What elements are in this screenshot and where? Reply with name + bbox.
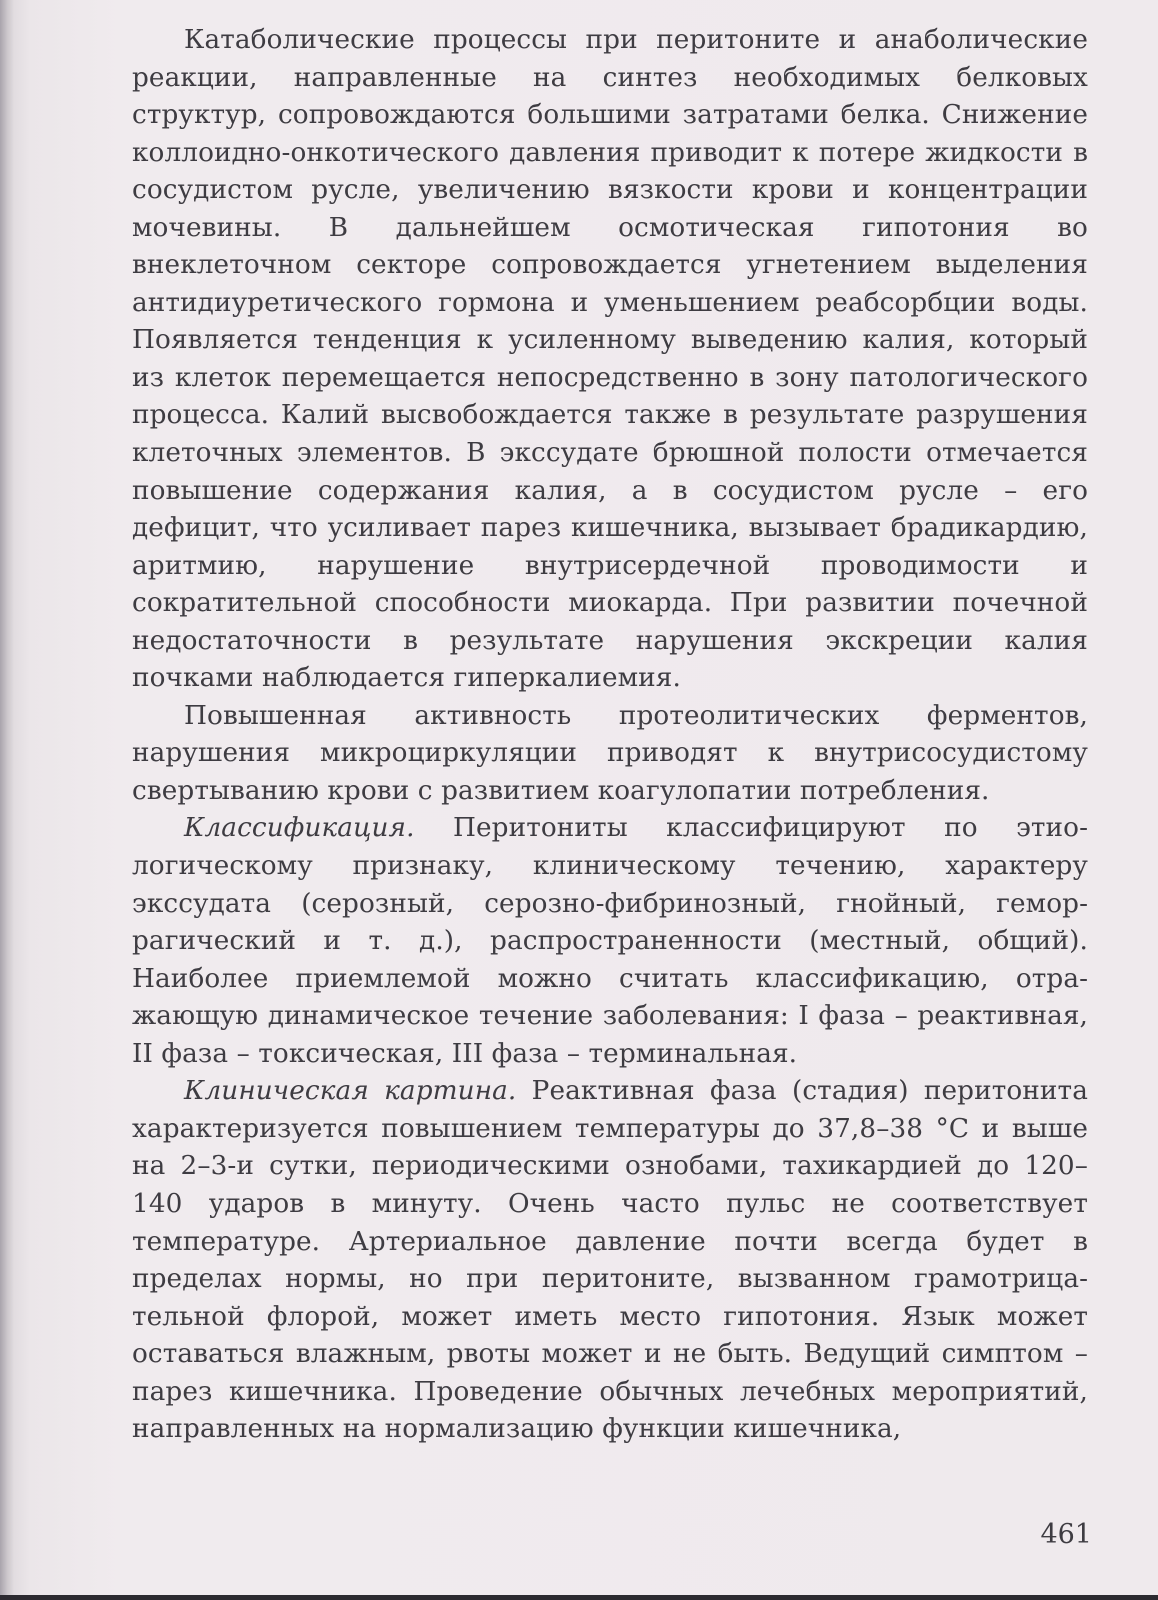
scan-bottom-edge: [0, 1595, 1158, 1600]
paragraph-lead-classification: Классификация.: [184, 813, 415, 844]
page-number: 461: [1040, 1519, 1092, 1550]
paragraph-lead-clinical-picture: Клиническая картина.: [184, 1076, 517, 1107]
paragraph-classification: [132, 810, 1088, 1073]
paragraph-text: Перитониты классифицируют по этиологическому признаку, клиническому течению, характеру экссудата (серозный, серозно-фибринозный, гнойный, геморрагический и т. д.), распространенности (местный, общий). Наиболее приемлемой можно считать классификацию, отражающую динамическое течение заболевания: I фаза – реактивная, II фаза – токсическая, III фаза – терминальная.: [132, 813, 1088, 1069]
paragraph-text: Реактивная фаза (стадия) перитонита характеризуется повышением температуры до 37,8–38 °С и выше на 2–3-и сутки, периодическими ознобами, тахикардией до 120–140 ударов в минуту. Очень часто пульс не соответствует температуре. Артериальное давление почти всегда будет в пределах нормы, но при перитоните, вызванном грамотрицательной флорой, может иметь место гипотония. Язык может оставаться влажным, рвоты может и не быть. Ведущий симптом – парез кишечника. Проведение обычных лечебных мероприятий, направленных на нормализацию функции кишечника,: [132, 1076, 1088, 1445]
body-text: [132, 22, 1088, 1449]
paragraph-proteolysis: [132, 698, 1088, 811]
paragraph-text: Катаболические процессы при перитоните и анаболические реакции, направленные на синтез необходимых белковых структур, сопровождаются большими затратами белка. Снижение коллоидно-онкотического давления приводит к потере жидкости в сосудистом русле, увеличению вязкости крови и концентрации мочевины. В дальнейшем осмотическая гипотония во внеклеточном секторе сопровождается угнетением выделения антидиуретического гормона и уменьшением реабсорбции воды. Появляется тенденция к усиленному выведению калия, который из клеток перемещается непосредственно в зону патологического процесса. Калий высвобождается также в результате разрушения клеточных элементов. В экссудате брюшной полости отмечается повышение содержания калия, а в сосудистом русле – его дефицит, что усиливает парез кишечника, вызывает брадикардию, аритмию, нарушение внутрисердечной проводимости и сократительной способности миокарда. При развитии почечной недостаточности в результате нарушения экскреции калия почками наблюдается гиперкалиемия.: [132, 25, 1088, 694]
paragraph-text: Повышенная активность протеолитических ферментов, нарушения микроциркуляции приводят к внутрисосудистому свертыванию крови с развитием коагулопатии потребления.: [132, 700, 1088, 806]
spine-shadow: [0, 0, 14, 1600]
paragraph-clinical-picture: [132, 1073, 1088, 1448]
paragraph-catabolism: [132, 22, 1088, 698]
